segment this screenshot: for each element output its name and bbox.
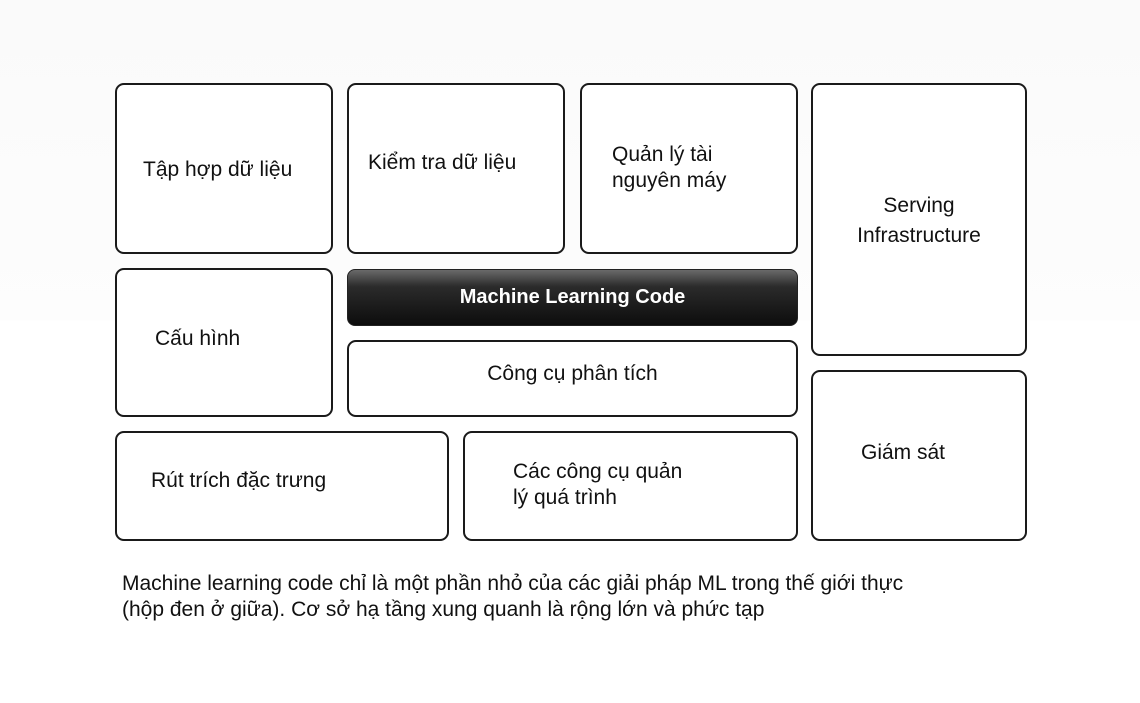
label-data-collection: Tập hợp dữ liệu [143,158,293,181]
caption-line2: (hộp đen ở giữa). Cơ sở hạ tầng xung quanh là rộng lớn và phức tạp [122,598,765,621]
label-resource-management-line2: nguyên máy [612,169,727,192]
box-configuration [115,268,333,417]
label-ml-code: Machine Learning Code [459,286,686,308]
box-analysis-tools [347,340,798,417]
diagram-caption [122,571,1022,623]
caption-line1: Machine learning code chỉ là một phần nhỏ của các giải pháp ML trong thế giới thực [122,572,904,595]
box-serving-infrastructure [811,83,1027,356]
label-process-management-line1: Các công cụ quản [513,460,683,483]
box-data-verification [347,83,565,254]
label-serving-line2: Infrastructure [857,224,981,247]
box-monitoring [811,370,1027,541]
box-data-collection [115,83,333,254]
box-feature-extraction [115,431,449,541]
label-monitoring: Giám sát [861,441,946,464]
box-process-management [463,431,798,541]
label-resource-management-line1: Quản lý tài [612,143,713,166]
label-configuration: Cấu hình [155,327,241,350]
label-feature-extraction: Rút trích đặc trưng [151,469,327,492]
box-resource-management [580,83,798,254]
box-ml-code [347,269,798,326]
label-data-verification: Kiểm tra dữ liệu [368,151,517,174]
label-serving-line1: Serving [883,194,955,217]
label-analysis-tools: Công cụ phân tích [487,362,658,385]
label-process-management-line2: lý quá trình [513,486,617,509]
